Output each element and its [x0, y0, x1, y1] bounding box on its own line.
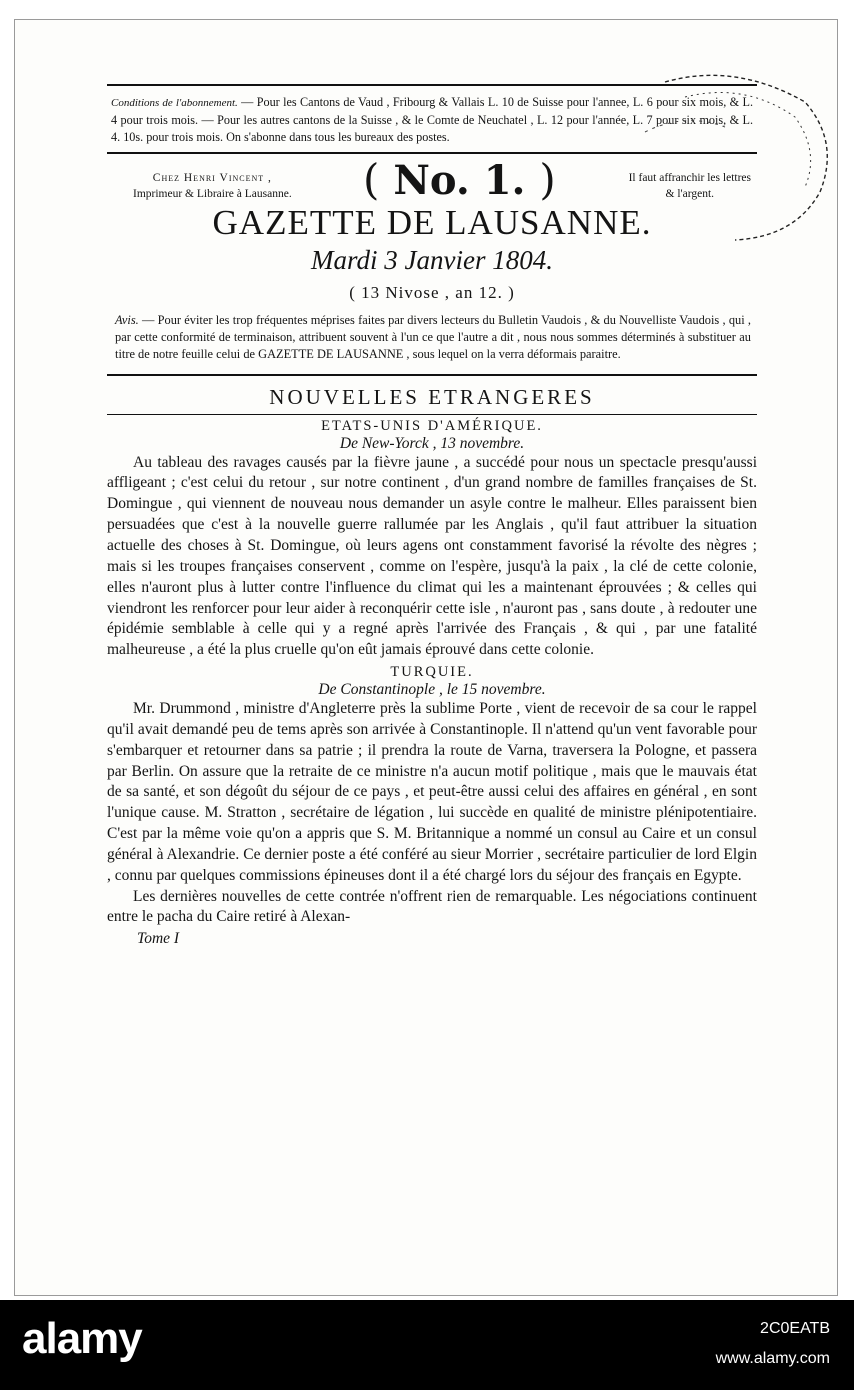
issue-date: Mardi 3 Janvier 1804.	[311, 245, 553, 275]
issue-number-text: No. 1.	[393, 157, 526, 204]
revolutionary-date: ( 13 Nivose , an 12. )	[349, 283, 515, 302]
postage-line-2: & l'argent.	[665, 188, 715, 200]
editorial-notice	[115, 312, 751, 364]
issue-number: ( No. 1. )	[363, 155, 556, 204]
article-dateline: De New-Yorck , 13 novembre.	[339, 434, 525, 452]
postage-line-1: Il faut affranchir les lettres	[628, 172, 751, 184]
watermark-bar	[0, 1300, 854, 1390]
page-content	[107, 84, 757, 948]
printer-name: Chez Henri Vincent ,	[152, 172, 272, 184]
article-country: ETATS-UNIS D'AMÉRIQUE.	[321, 417, 543, 434]
image-id: 2C0EATB	[760, 1320, 830, 1337]
alamy-logo: alamy	[22, 1314, 142, 1363]
section-top-rule	[107, 374, 757, 376]
masthead-title: GAZETTE DE LAUSANNE.	[212, 203, 652, 242]
article-paragraph: Mr. Drummond , ministre d'Angleterre près la sublime Porte , vient de recevoir de sa cour le rappel qu'il avait demandé peu de tems après son arrivée à Constantinople. Il n'attend qu'un vent favorable pour s'embarquer et retourner dans sa patrie ; il prendra la route de Varna, traversera la Pologne, et passera par Berlin. On assure que la retraite de ce ministre n'a aucun motif politique , mais que le mauvais état de sa santé, et son dégoût du séjour de ce pays , et peut-être aussi celui des affaires en général , en sont l'unique cause. M. Stratton , secrétaire de légation , lui succède en qualité de ministre plénipotentiaire. C'est par la même voie qu'on a appris que S. M. Britannique a nommé un consul au Caire et un consul général à Alexandrie. Ce dernier poste a été conféré au sieur Morrier , secrétaire particulier de lord Elgin , connu par quelques commissions épineuses dont il a été chargé lors du séjour des français en Egypte.	[107, 700, 757, 884]
subscription-conditions	[111, 94, 753, 146]
article-turkey	[107, 663, 757, 928]
article-usa	[107, 417, 757, 661]
article-dateline: De Constantinople , le 15 novembre.	[318, 681, 546, 699]
article-country: TURQUIE.	[390, 664, 474, 681]
conditions-lead: Conditions de l'abonnement.	[111, 97, 238, 109]
top-rule	[107, 84, 757, 86]
section-heading: NOUVELLES ETRANGERES	[269, 384, 595, 409]
notice-lead: Avis.	[115, 313, 139, 327]
conditions-text: — Pour les Cantons de Vaud , Fribourg & Vallais L. 10 de Suisse pour l'annee, L. 6 pour six mois, & L. 4 pour trois mois. — Pour les autres cantons de la Suisse , & le Comte de Neuchatel , L. 12 pour l'année, L. 7 pour six mois, & L. 4. 10s. pour trois mois. On s'abonne dans tous les bureaux des postes.	[111, 95, 754, 144]
section-bottom-rule	[107, 414, 757, 415]
conditions-rule	[107, 152, 757, 154]
tome-marker: Tome I	[137, 930, 180, 948]
printer-title: Imprimeur & Libraire à Lausanne.	[133, 188, 292, 200]
printer-info	[133, 170, 292, 202]
newspaper-page	[14, 19, 838, 1296]
notice-text: — Pour éviter les trop fréquentes méprises faites par divers lecteurs du Bulletin Vaudois , & du Nouvelliste Vaudois , qui , par cette conformité de terminaison, attribuent souvent à l'un ce que l'autre a dit , nous nous sommes déterminés à substituer au titre de notre feuille celui de GAZETTE DE LAUSANNE , sous lequel on la verra déformais paraitre.	[115, 313, 751, 362]
postage-notice	[629, 170, 751, 202]
site-url: www.alamy.com	[715, 1350, 830, 1367]
image-credit	[716, 1314, 830, 1374]
issue-header	[107, 155, 757, 208]
article-paragraph: Les dernières nouvelles de cette contrée n'offrent rien de remarquable. Les négociations continuent entre le pacha du Caire retiré à Alexan-	[107, 887, 757, 926]
article-paragraph: Au tableau des ravages causés par la fièvre jaune , a succédé pour nous un spectacle presqu'aussi affligeant ; c'est celui du retour , sur notre continent , d'un grand nombre de familles françaises de St. Domingue , qui viennent de nouveau nous demander un asyle contre le malheur. Elles paraissent bien persuadées que c'est à la nouvelle guerre rallumée par les Anglais , qu'il faut attribuer la situation actuelle des choses à St. Domingue, où leurs agens ont constamment favorisé la révolte des nègres ; mais si les troupes françaises conservent , comme on l'espère, jusqu'à la paix , la clé de cette colonie, elles n'auront plus à lutter contre l'influence du climat qui les a maintenant éprouvées ; & celles qui viendront les renforcer pour leur aider à reconquérir cette isle , n'auront pas , sans doute , à redouter une épidémie semblable à celle qui y a regné après l'arrivée des Français , & qui , par une fatalité malheureuse , a été la plus cruelle qu'on eût jamais éprouvé dans cette colonie.	[107, 453, 757, 659]
